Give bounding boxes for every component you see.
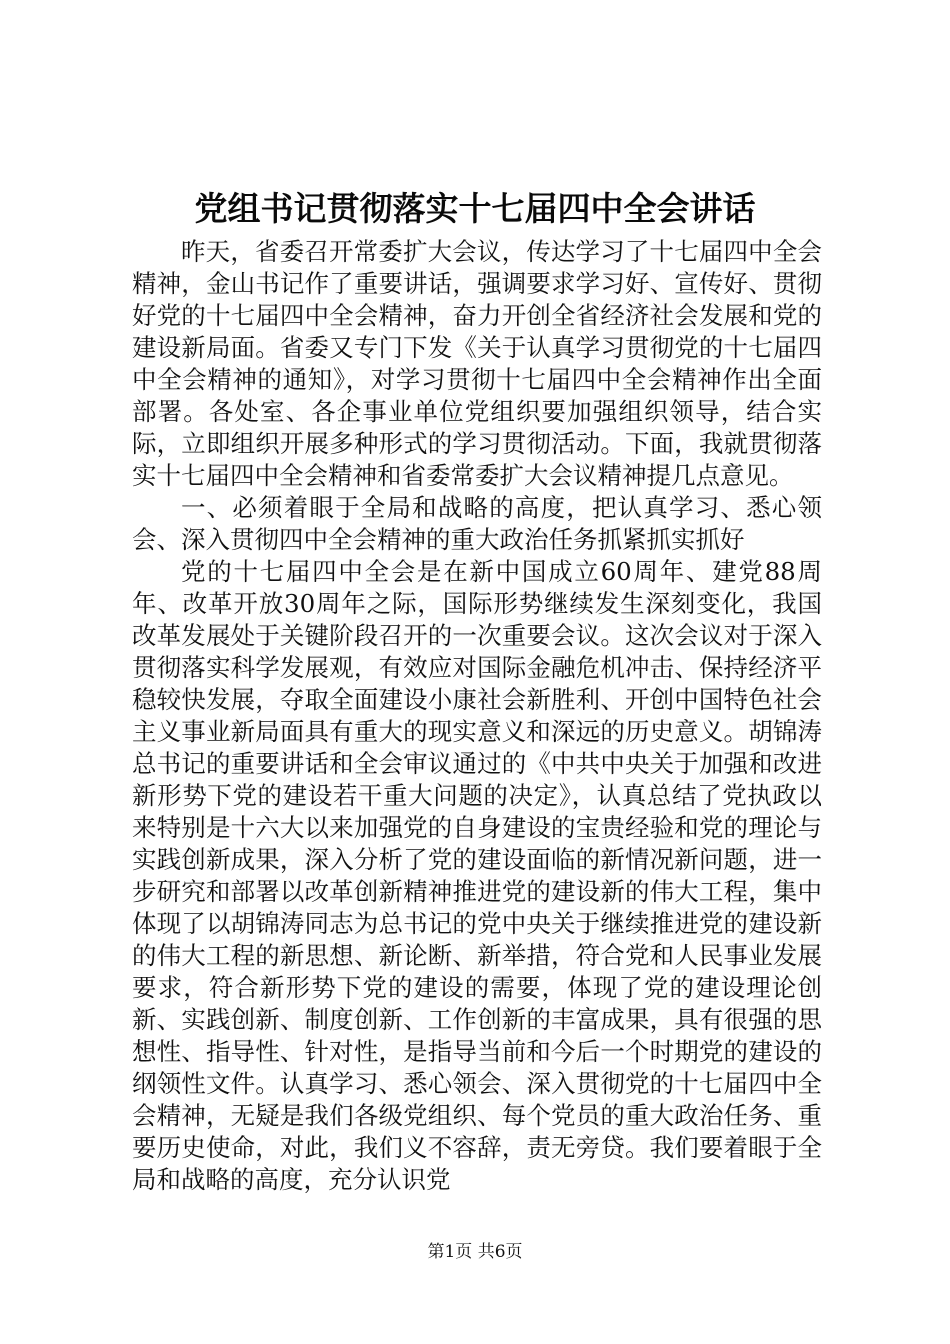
document-title: 党组书记贯彻落实十七届四中全会讲话 [194, 189, 756, 228]
paragraph-main: 党的十七届四中全会是在新中国成立60周年、建党88周年、改革开放30周年之际，国际形势继续发生深刻变化，我国改革发展处于关键阶段召开的一次重要会议。这次会议对于深入贯彻落实科学发展观，有效应对国际金融危机冲击、保持经济平稳较快发展，夺取全面建设小康社会新胜利、开创中国特色社会主义事业新局面具有重大的现实意义和深远的历史意义。胡锦涛总书记的重要讲话和全会审议通过的《中共中央关于加强和改进新形势下党的建设若干重大问题的决定》，认真总结了党执政以来特别是十六大以来加强党的自身建设的宝贵经验和党的理论与实践创新成果，深入分析了党的建设面临的新情况新问题，进一步研究和部署以改革创新精神推进党的建设新的伟大工程，集中体现了以胡锦涛同志为总书记的党中央关于继续推进党的建设新的伟大工程的新思想、新论断、新举措，符合党和人民事业发展要求，符合新形势下党的建设的需要，体现了党的建设理论创新、实践创新、制度创新、工作创新的丰富成果，具有很强的思想性、指导性、针对性，是指导当前和今后一个时期党的建设的纲领性文件。认真学习、悉心领会、深入贯彻党的十七届四中全会精神，无疑是我们各级党组织、每个党员的重大政治任务、重要历史使命，对此，我们义不容辞，责无旁贷。我们要着眼于全局和战略的高度，充分认识党 [132, 557, 822, 1194]
page-number-footer: 第1页 共6页 [427, 1242, 523, 1262]
paragraph-section-heading: 一、必须着眼于全局和战略的高度，把认真学习、悉心领会、深入贯彻四中全会精神的重大政治任务抓紧抓实抓好 [132, 493, 822, 554]
document-body [132, 236, 822, 1196]
paragraph-intro: 昨天，省委召开常委扩大会议，传达学习了十七届四中全会精神，金山书记作了重要讲话，强调要求学习好、宣传好、贯彻好党的十七届四中全会精神，奋力开创全省经济社会发展和党的建设新局面。省委又专门下发《关于认真学习贯彻党的十七届四中全会精神的通知》，对学习贯彻十七届四中全会精神作出全面部署。各处室、各企事业单位党组织要加强组织领导，结合实际，立即组织开展多种形式的学习贯彻活动。下面，我就贯彻落实十七届四中全会精神和省委常委扩大会议精神提几点意见。 [132, 237, 822, 490]
